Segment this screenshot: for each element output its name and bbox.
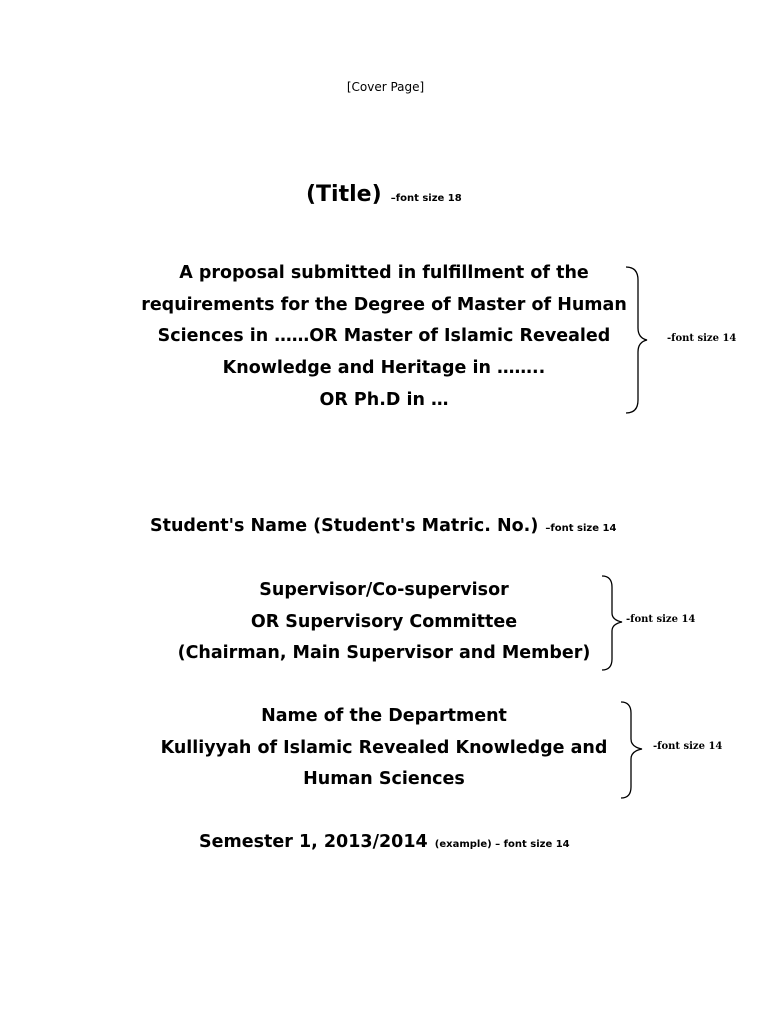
proposal-statement [100,258,668,417]
supervisor-block [100,575,668,670]
proposal-line: OR Ph.D in … [319,389,449,410]
proposal-line: requirements for the Degree of Master of Human [141,294,627,315]
department-line: Kulliyyah of Islamic Revealed Knowledge and [160,737,608,758]
cover-page-label: [Cover Page] [346,80,425,94]
department-font-note: -font size 14 [653,741,723,752]
student-font-note: –font size 14 [545,523,617,534]
document-title: (Title) [306,182,382,207]
proposal-line: Knowledge and Heritage in …….. [222,358,546,379]
title-font-note: –font size 18 [390,193,462,204]
student-block [150,516,616,536]
semester-example: (example) [434,839,492,850]
semester-text: Semester 1, 2013/2014 [199,832,428,852]
proposal-brace [622,266,652,416]
department-line: Name of the Department [261,706,507,726]
supervisor-font-note: -font size 14 [626,614,696,625]
proposal-line: A proposal submitted in fulfillment of the [179,263,589,283]
semester-block [199,832,570,852]
student-name: Student's Name (Student's Matric. No.) [150,516,539,536]
supervisor-line: OR Supervisory Committee [250,611,518,632]
proposal-line: Sciences in ……OR Master of Islamic Revealed [157,326,611,347]
department-line: Human Sciences [303,769,465,790]
proposal-font-note: -font size 14 [667,333,737,344]
supervisor-line: (Chairman, Main Supervisor and Member) [177,643,591,664]
supervisor-line: Supervisor/Co-supervisor [259,580,509,600]
title-block [306,182,462,207]
semester-font-note: – font size 14 [491,839,570,850]
department-block [100,701,668,796]
department-brace [619,701,649,801]
